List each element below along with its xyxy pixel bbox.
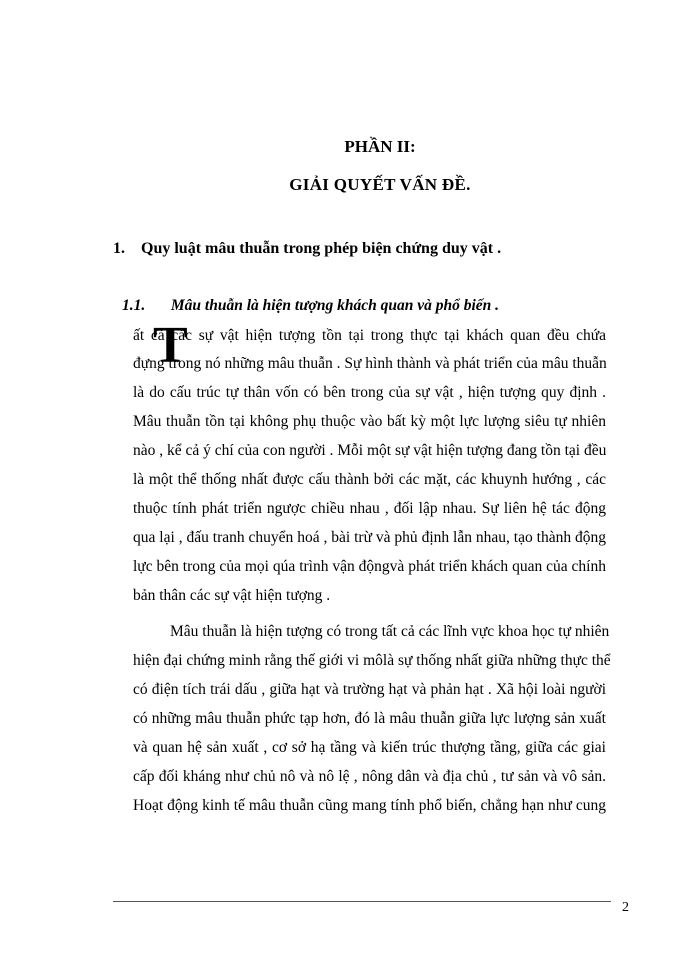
paragraph-line: cấp đối kháng như chủ nô và nô lệ , nông dân và địa chủ , tư sản và vô sản. [133,768,606,785]
paragraph-line: thuộc tính phát triển ngược chiều nhau , đối lập nhau. Sự liên hệ tác động [133,500,606,517]
part-subtitle: GIẢI QUYẾT VẤN ĐỀ. [289,175,471,194]
paragraph-line: bản thân các sự vật hiện tượng . [133,587,331,604]
paragraph-line: Mâu thuẫn tồn tại không phụ thuộc vào bất kỳ một lực lượng siêu tự nhiên [133,413,606,430]
subsection-title: Mâu thuẫn là hiện tượng khách quan và phổ biến . [170,297,500,314]
subsection-heading [122,297,499,315]
paragraph-line: qua lại , đấu tranh chuyển hoá , bài trừ và phủ định lẫn nhau, tạo thành động [133,529,606,546]
paragraph-line: nào , kể cả ý chí của con người . Mỗi một sự vật hiện tượng đang tồn tại đều [133,442,607,459]
section-title: Quy luật mâu thuẫn trong phép biện chứng duy vật . [141,240,502,257]
paragraph-line: đựng trong nó những mâu thuẫn . Sự hình thành và phát triển của mâu thuẫn [133,355,607,372]
paragraph-line: Mâu thuẫn là hiện tượng có trong tất cả các lĩnh vực khoa học tự nhiên [170,623,610,640]
paragraph-line: có điện tích trái dấu , giữa hạt và trường hạt và phản hạt . Xã hội loài người [133,681,606,698]
page-number: 2 [622,900,629,915]
paragraph-line: hiện đại chứng minh rằng thế giới vi môlà sự thống nhất giữa những thực thể [133,652,611,669]
section-number: 1. [113,240,125,257]
subsection-number: 1.1. [122,297,146,314]
paragraph-line: là một thể thống nhất được cấu thành bởi các mặt, các khuynh hướng , các [133,471,606,488]
part-title: PHẦN II: [344,137,416,156]
paragraph-line: có những mâu thuẫn phức tạp hơn, đó là mâu thuẫn giữa lực lượng sản xuất [133,710,606,727]
paragraph-line: lực bên trong của mọi qúa trình vận độngvà phát triển khách quan của chính [133,558,606,575]
paragraph-line: ất cả các sự vật hiện tượng tồn tại trong thực tại khách quan đều chứa [133,327,606,344]
section-heading [113,240,501,258]
footer-divider [113,901,611,902]
paragraph-line: Hoạt động kinh tế mâu thuẫn cũng mang tính phổ biến, chẳng hạn như cung [133,797,606,814]
paragraph-line: là do cấu trúc tự thân vốn có bên trong của sự vật , hiện tượng quy định . [133,384,606,401]
drop-cap: T [153,317,188,374]
paragraph-line: và quan hệ sản xuất , cơ sở hạ tầng và kiến trúc thượng tầng, giữa các giai [133,739,606,756]
